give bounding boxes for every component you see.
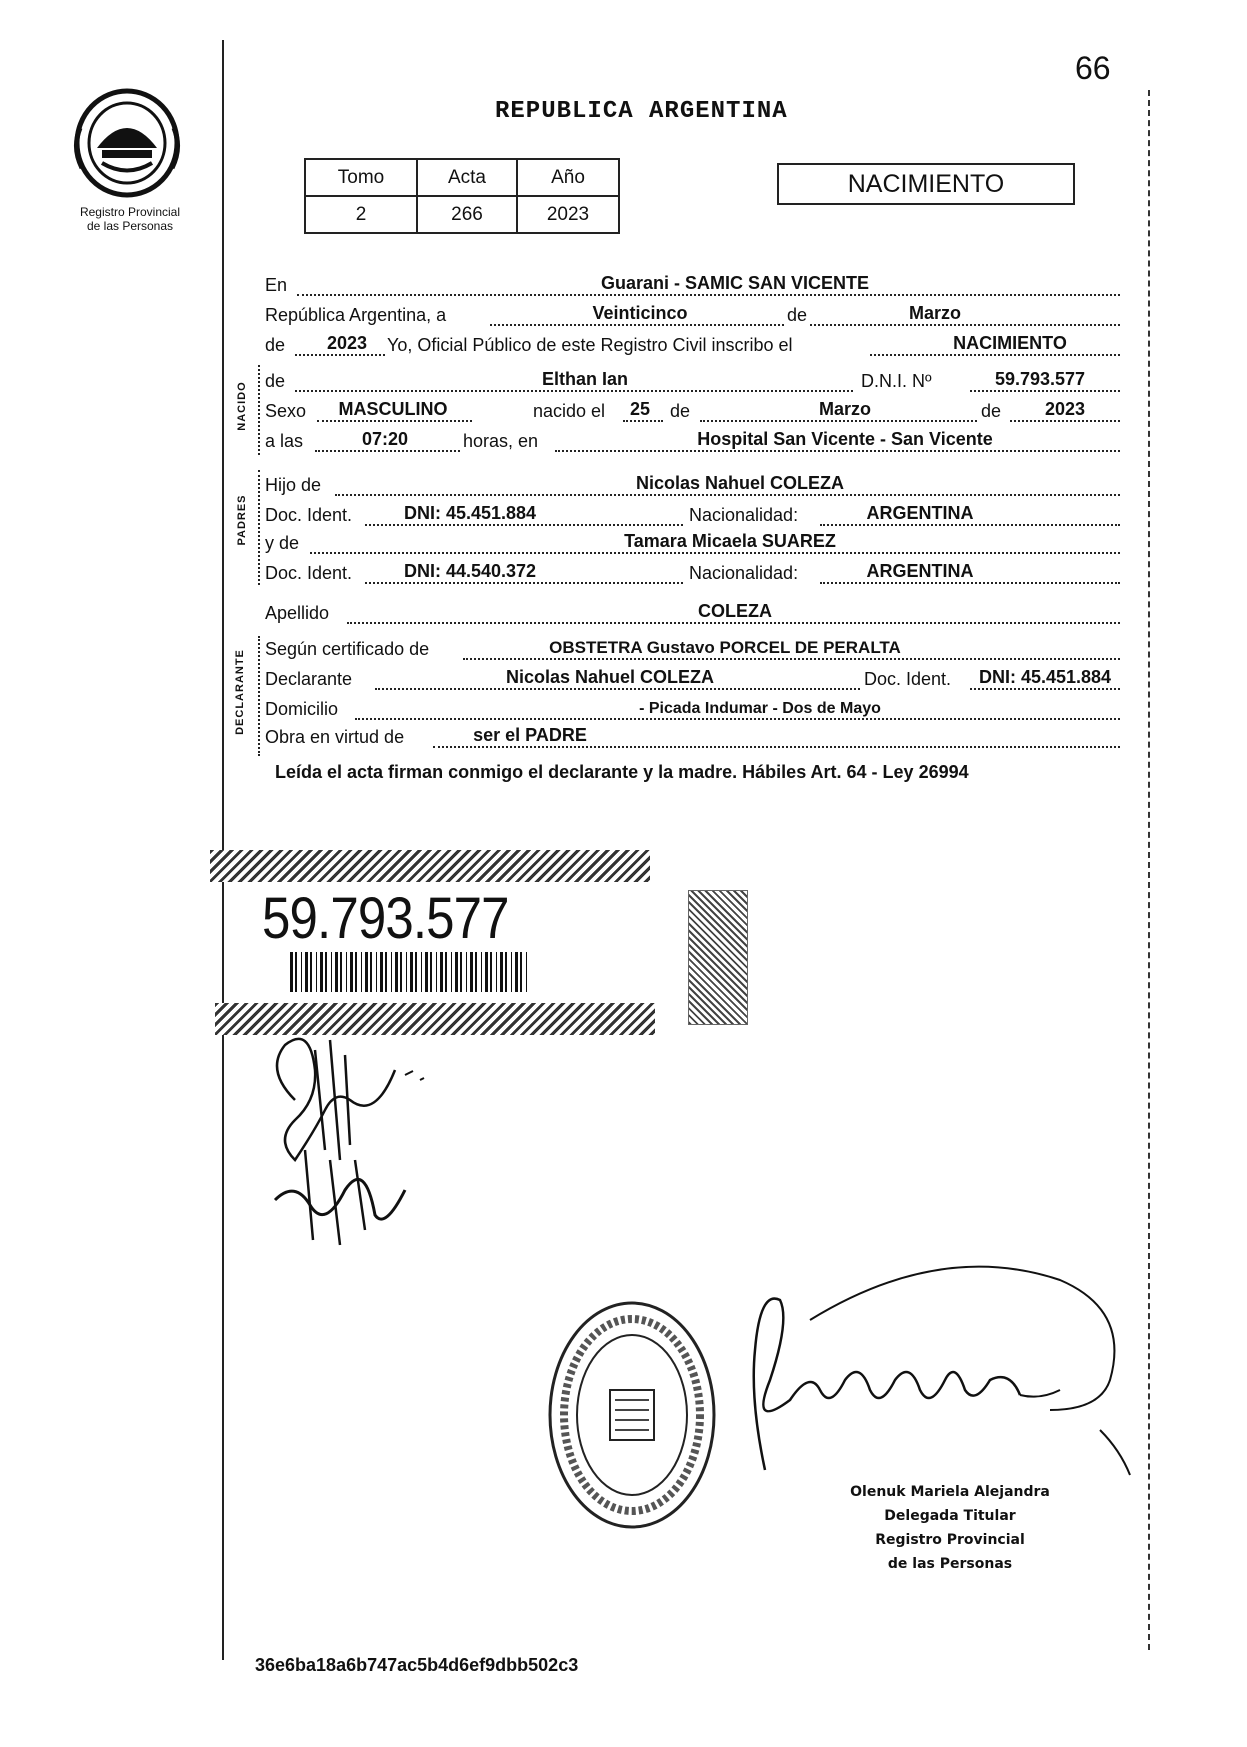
dni-stamp-band-top <box>210 850 650 882</box>
signatory-name: Olenuk Mariela Alejandra <box>850 1484 1050 1500</box>
dni-value: 59.793.577 <box>994 369 1086 389</box>
page-title: REPUBLICA ARGENTINA <box>495 98 788 125</box>
sexo-value: MASCULINO <box>338 399 448 419</box>
nacido-dia: 25 <box>629 399 651 419</box>
padre-nac: ARGENTINA <box>866 503 974 523</box>
row-republica <box>265 300 1120 328</box>
nacido-mes: Marzo <box>818 399 871 419</box>
certificado-label: Según certificado de <box>265 639 430 659</box>
provincia-de-misiones-seal <box>72 88 182 198</box>
row-padre <box>265 470 1120 498</box>
dotted-line <box>355 718 1120 720</box>
lugar-value: Hospital San Vicente - San Vicente <box>697 429 993 449</box>
declarante-label: Declarante <box>265 669 353 689</box>
row-hora <box>265 426 1120 454</box>
barcode <box>290 952 530 992</box>
hora-label: a las <box>265 431 304 451</box>
dotted-line <box>347 622 1120 624</box>
nombre-label: de <box>265 371 286 391</box>
padres-side-bar <box>258 470 260 585</box>
row-padre-doc <box>265 500 1120 528</box>
row-obra <box>265 722 1120 750</box>
madre-nac: ARGENTINA <box>866 561 974 581</box>
page-number: 66 <box>1075 50 1111 86</box>
nacido-side-label: NACIDO <box>236 381 248 431</box>
dotted-line <box>335 494 1120 496</box>
security-hologram <box>688 890 748 1025</box>
dotted-line <box>623 420 663 422</box>
de-label: de <box>787 305 808 325</box>
apellido-label: Apellido <box>265 603 330 623</box>
en-value: Guarani - SAMIC SAN VICENTE <box>600 273 870 293</box>
registry-label-line2: de las Personas <box>86 219 174 233</box>
header-anio: Año <box>517 159 619 196</box>
republica-label: República Argentina, a <box>265 305 447 325</box>
padre-doc: DNI: 45.451.884 <box>403 503 537 523</box>
dotted-line <box>295 390 865 392</box>
nacido-side-bar <box>258 365 260 455</box>
document-hash: 36e6ba18a6b747ac5b4d6ef9dbb502c3 <box>255 1655 579 1675</box>
row-madre <box>265 528 1120 556</box>
registry-label <box>55 205 205 233</box>
apellido-value: COLEZA <box>698 601 772 621</box>
declarante-doc: DNI: 45.451.884 <box>978 667 1112 687</box>
dia-value: Veinticinco <box>592 303 688 323</box>
mes-value: Marzo <box>908 303 961 323</box>
nacido-de2: de <box>977 401 1005 422</box>
signatory-office-2: de las Personas <box>887 1556 1013 1572</box>
yo-text: Yo, Oficial Público de este Registro Civil inscribo el <box>387 335 793 355</box>
row-madre-doc <box>265 558 1120 586</box>
padres-side-label: PADRES <box>236 494 248 546</box>
dotted-line <box>970 688 1120 690</box>
nacido-de1: de <box>670 401 691 421</box>
madre-value: Tamara Micaela SUAREZ <box>624 531 836 551</box>
dni-stamp-number: 59.793.577 <box>262 886 509 951</box>
inscribo-value: NACIMIENTO <box>953 333 1067 353</box>
nombre-value: Elthan Ian <box>541 369 628 389</box>
domicilio-label: Domicilio <box>265 699 339 719</box>
record-table <box>304 158 620 234</box>
dotted-line <box>375 688 875 690</box>
row-certificado <box>265 634 1120 662</box>
registry-label-line1: Registro Provincial <box>79 205 181 219</box>
declarante-side-bar <box>258 636 260 756</box>
declarant-signature <box>255 1030 455 1250</box>
official-signature <box>710 1240 1140 1480</box>
sexo-label: Sexo <box>265 401 307 421</box>
signatory-role: Delegada Titular <box>884 1508 1016 1524</box>
hijo-label: Hijo de <box>265 475 322 495</box>
record-type-box: NACIMIENTO <box>777 163 1075 205</box>
padre-value: Nicolas Nahuel COLEZA <box>635 473 845 493</box>
row-anio <box>265 330 1120 358</box>
closing-statement: Leída el acta firman conmigo el declarante y la madre. Hábiles Art. 64 - Ley 26994 <box>275 762 969 782</box>
dotted-line <box>463 658 1120 660</box>
domicilio-value: - Picada Indumar - Dos de Mayo <box>639 700 881 717</box>
dotted-line <box>700 420 980 422</box>
declarante-value: Nicolas Nahuel COLEZA <box>505 667 715 687</box>
dotted-line <box>310 552 1120 554</box>
nac-label: Nacionalidad: <box>685 505 802 526</box>
row-declarante <box>265 664 1120 692</box>
dotted-line <box>970 390 1120 392</box>
doc-label: Doc. Ident. <box>265 505 353 525</box>
record-table-value-row <box>305 196 619 233</box>
right-margin-rule <box>1148 90 1150 1650</box>
dotted-line <box>295 354 385 356</box>
dotted-line <box>315 450 460 452</box>
nac-label: Nacionalidad: <box>685 563 802 584</box>
anio-prefix: de <box>265 335 286 355</box>
certificado-value: OBSTETRA Gustavo PORCEL DE PERALTA <box>549 638 901 657</box>
en-label: En <box>265 275 288 295</box>
dotted-line <box>820 582 1120 584</box>
header-tomo: Tomo <box>305 159 417 196</box>
nacido-anio: 2023 <box>1044 399 1086 419</box>
declarante-doc-label: Doc. Ident. <box>860 669 955 690</box>
value-acta: 266 <box>417 196 517 233</box>
signatory-office: Registro Provincial <box>875 1532 1025 1548</box>
doc-label: Doc. Ident. <box>265 563 353 583</box>
header-acta: Acta <box>417 159 517 196</box>
official-stamp <box>545 1295 720 1535</box>
dotted-line <box>317 420 472 422</box>
obra-label: Obra en virtud de <box>265 727 405 747</box>
declarante-side-label: DECLARANTE <box>234 649 246 735</box>
yde-label: y de <box>265 533 300 553</box>
value-anio: 2023 <box>517 196 619 233</box>
nacido-label: nacido el <box>533 401 606 421</box>
signature-caption <box>825 1480 1075 1576</box>
dotted-line <box>433 746 1120 748</box>
row-nombre <box>265 366 1120 394</box>
dotted-line <box>820 524 1120 526</box>
row-en <box>265 270 1120 298</box>
record-table-header-row <box>305 159 619 196</box>
dotted-line <box>297 294 1120 296</box>
dni-label: D.N.I. Nº <box>855 371 932 392</box>
obra-value: ser el PADRE <box>473 725 587 745</box>
dotted-line <box>870 354 1120 356</box>
horas-en-label: horas, en <box>463 431 539 451</box>
dotted-line <box>1010 420 1120 422</box>
row-sexo <box>265 396 1120 424</box>
row-apellido <box>265 598 1120 626</box>
dotted-line <box>555 450 1120 452</box>
row-domicilio <box>265 694 1120 722</box>
hora-value: 07:20 <box>361 429 409 449</box>
madre-doc: DNI: 44.540.372 <box>403 561 537 581</box>
value-tomo: 2 <box>305 196 417 233</box>
anio-value: 2023 <box>326 333 368 353</box>
